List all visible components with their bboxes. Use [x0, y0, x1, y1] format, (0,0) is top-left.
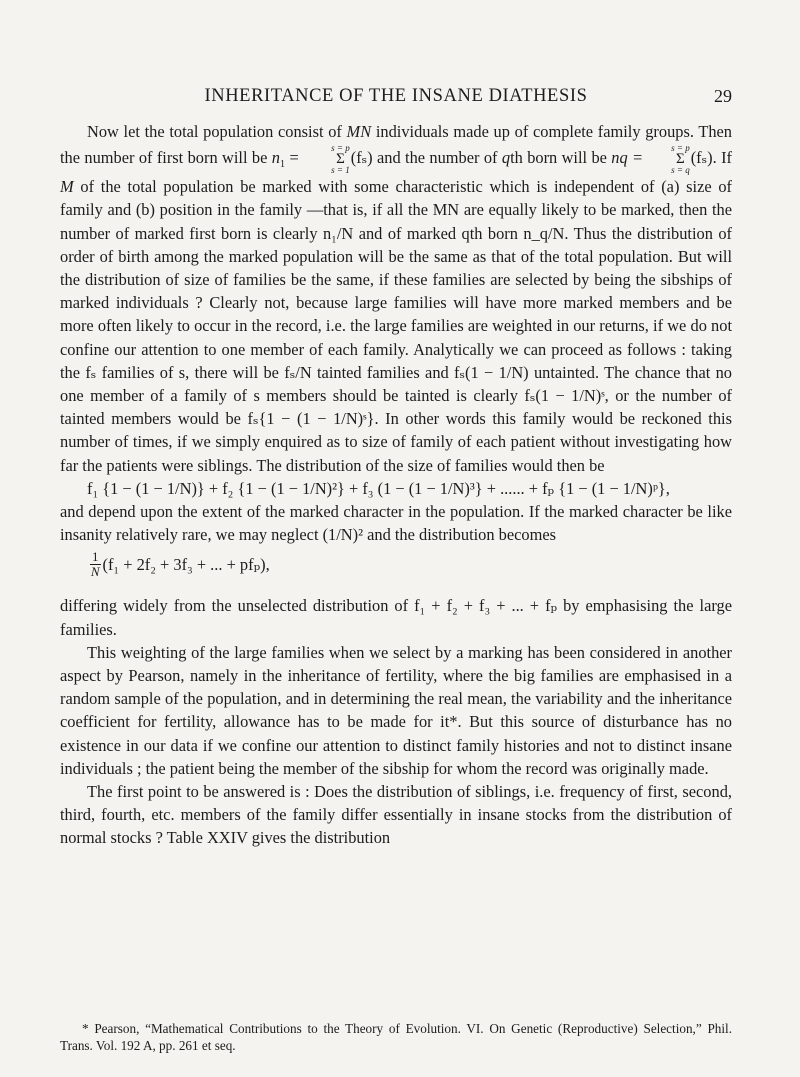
footnote [60, 1020, 732, 1054]
footnote-text: * Pearson, “Mathematical Contributions to the Theory of Evolution. VI. On Genetic (Reproductive) Selection,” Phil. Trans. Vol. 192 A, pp. 261 et seq. [60, 1021, 732, 1053]
text-run: = [285, 147, 304, 167]
paragraph-5: The first point to be answered is : Does the distribution of siblings, i.e. frequency of first, second, third, fourth, etc. members of the family differ essentially in insane stocks from the distribution of normal stocks ? Table XXIV gives the distribution [60, 782, 732, 848]
fraction-1-over-N: $\frac{1}{N}$ [90, 549, 100, 580]
summation-1: s = p Σ s = 1 [331, 143, 350, 176]
text-run: (fₛ) [690, 147, 713, 167]
paragraph-1: Now let the total population consist of MN individuals made up of complete family groups. Then the number of first born will be $n_1$ = s = p Σ s = 1 (fₛ) and the number of qth born will be nq = s = p Σ s = q (fₛ). If M of the total population be marked with some characteristic which is independent of (a) size of family and (b) position in the family —that is, if all the MN are equally likely to be marked, then the number of marked first born is clearly n₁/N and of marked qth born n_q/N. Thus the distribution of order of birth among the marked population will be the same as that of the total population. But will the distribution of size of families be the same, if these families are selected by being the sibships of marked individuals ? Clearly not, because large families will have more marked members and be more often likely to occur in the record, i.e. the large families are weighted in our returns, if we do not confine our attention to one member of each family. Analytically we can proceed as follows : taking the fₛ families of s, there will be fₛ/N tainted families and fₛ(1 − 1/N) untainted. The chance that no one member of a family of s members should be tainted is clearly fₛ(1 − 1/N)ˢ, or the number of tainted members would be fₛ{1 − (1 − 1/N)ˢ}. In other words this family would be reckoned this number of times, if we simply enquired as to size of family of each patient without investigating how far the patients were siblings. The distribution of the size of families would then be [60, 122, 733, 475]
page-header [60, 86, 732, 112]
text-run: and the number of [372, 147, 502, 167]
page-number: 29 [714, 86, 732, 106]
paragraph-4: This weighting of the large families when we select by a marking has been considered in another aspect by Pearson, namely in the inheritance of fertility, where the big families are emphasised in a random sample of the population, and in determining the real mean, the variability and the inheritance coefficient for fertility, allowance has to be made for it*. But this source of disturbance has no existence in our data if we confine our attention to distinct family histories and not to distinct insane individuals ; the patient being the member of the sibship for whom the record was originally made. [60, 642, 732, 778]
text-run: nq = [611, 147, 644, 167]
text-run: n [271, 147, 280, 167]
text-run: individuals made up of complete family groups. Then the number of first born will be [60, 122, 733, 167]
paragraph-2: and depend upon the extent of the marked character in the population. If the marked character be like insanity relatively rare, we may neglect (1/N)² and the distribution becomes [60, 502, 732, 545]
text-run: MN [346, 122, 372, 141]
text-run: of the total population be marked with some characteristic which is independent of (a) size of family and (b) position in the family —that is, if all the MN are equally likely to be marked, then the number of marked first born is clearly n₁/N and of marked qth born n_q/N. Thus the distribution of order of birth among the marked population will be the same as that of the total population. But will the distribution of size of families be the same, if these families are selected by being the sibships of marked individuals ? Clearly not, because large families will have more marked members and be more often likely to occur in the record, i.e. the large families are weighted in our returns, if we do not confine our attention to one member of each family. Analytically we can proceed as follows : taking the fₛ families of s, there will be fₛ/N tainted families and fₛ(1 − 1/N) untainted. The chance that no one member of a family of s members should be tainted is clearly fₛ(1 − 1/N)ˢ, or the number of tainted members would be fₛ{1 − (1 − 1/N)ˢ}. In other words this family would be reckoned this number of times, if we simply enquired as to size of family of each patient without investigating how far the patients were siblings. The distribution of the size of families would then be [60, 177, 732, 475]
formula-distribution: f₁ {1 − (1 − 1/N)} + f₂ {1 − (1 − 1/N)²} + f₃ (1 − (1 − 1/N)³} + ...... + fₚ {1 − (1 − 1/N)ᵖ}, [87, 478, 670, 498]
paragraph-3: differing widely from the unselected distribution of f₁ + f₂ + f₃ + ... + fₚ by emphasising the large families. [60, 596, 732, 639]
text-run: th born will be [510, 147, 612, 167]
running-head: INHERITANCE OF THE INSANE DIATHESIS [204, 86, 588, 106]
formula-body: (f₁ + 2f₂ + 3f₃ + ... + pfₚ), [102, 555, 270, 575]
formula-approx [90, 550, 732, 590]
body-text [60, 120, 732, 850]
text-run: Now let the total population consist of [87, 122, 347, 141]
summation-2: s = p Σ s = q [671, 143, 690, 176]
text-run: (fₛ) [350, 147, 373, 167]
text-run: M [60, 177, 74, 197]
text-run: q [501, 147, 511, 167]
text-run: . If [712, 147, 732, 167]
